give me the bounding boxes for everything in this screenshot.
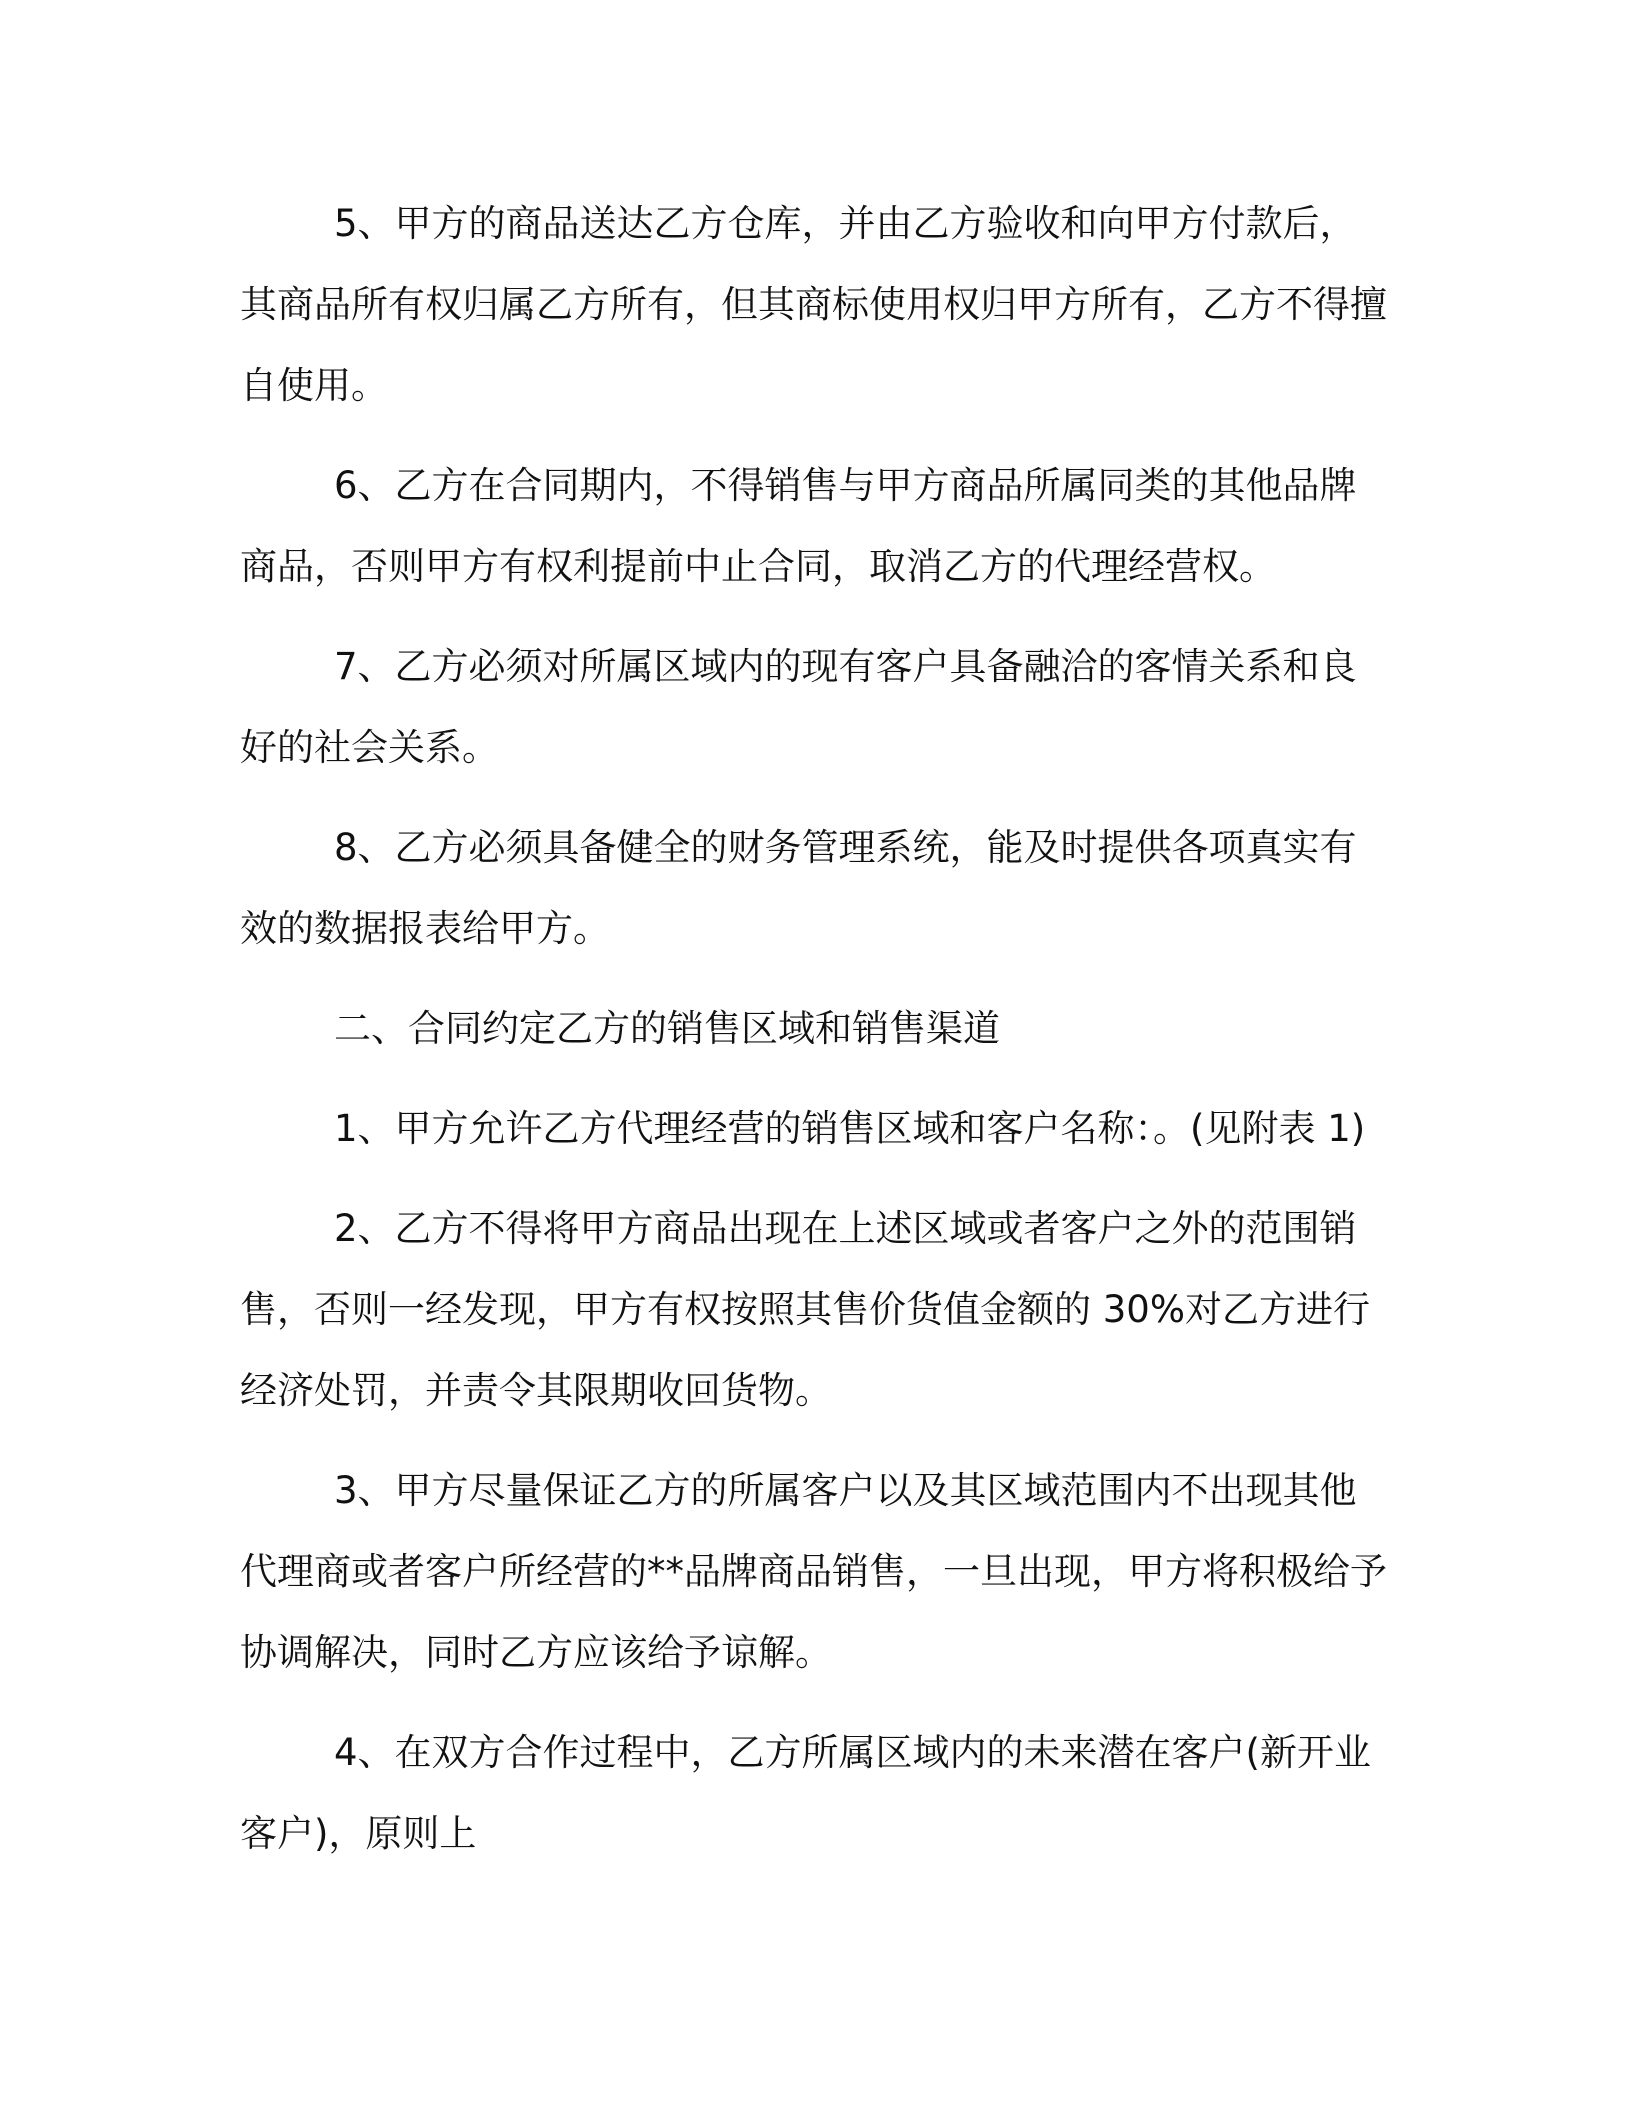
section2-clause-4: 4、在双方合作过程中，乙方所属区域内的未来潜在客户(新开业客户)，原则上 [240, 1731, 1371, 1855]
document-body [240, 183, 1390, 1893]
clause-8: 8、乙方必须具备健全的财务管理系统，能及时提供各项真实有效的数据报表给甲方。 [240, 826, 1357, 950]
section2-clause-3: 3、甲方尽量保证乙方的所属客户以及其区域范围内不出现其他代理商或者客户所经营的**品牌商品销售，一旦出现，甲方将积极给予协调解决，同时乙方应该给予谅解。 [240, 1469, 1387, 1674]
section2-clause-2: 2、乙方不得将甲方商品出现在上述区域或者客户之外的范围销售，否则一经发现，甲方有权按照其售价货值金额的 30%对乙方进行经济处罚，并责令其限期收回货物。 [240, 1207, 1370, 1412]
section2-clause-1: 1、甲方允许乙方代理经营的销售区域和客户名称：。(见附表 1) [334, 1107, 1366, 1150]
clause-5: 5、甲方的商品送达乙方仓库，并由乙方验收和向甲方付款后，其商品所有权归属乙方所有，但其商标使用权归甲方所有，乙方不得擅自使用。 [240, 202, 1387, 407]
clause-6: 6、乙方在合同期内，不得销售与甲方商品所属同类的其他品牌商品，否则甲方有权利提前中止合同，取消乙方的代理经营权。 [240, 464, 1357, 588]
clause-7: 7、乙方必须对所属区域内的现有客户具备融洽的客情关系和良好的社会关系。 [240, 645, 1357, 769]
section-heading-2: 二、合同约定乙方的销售区域和销售渠道 [334, 1007, 1000, 1050]
